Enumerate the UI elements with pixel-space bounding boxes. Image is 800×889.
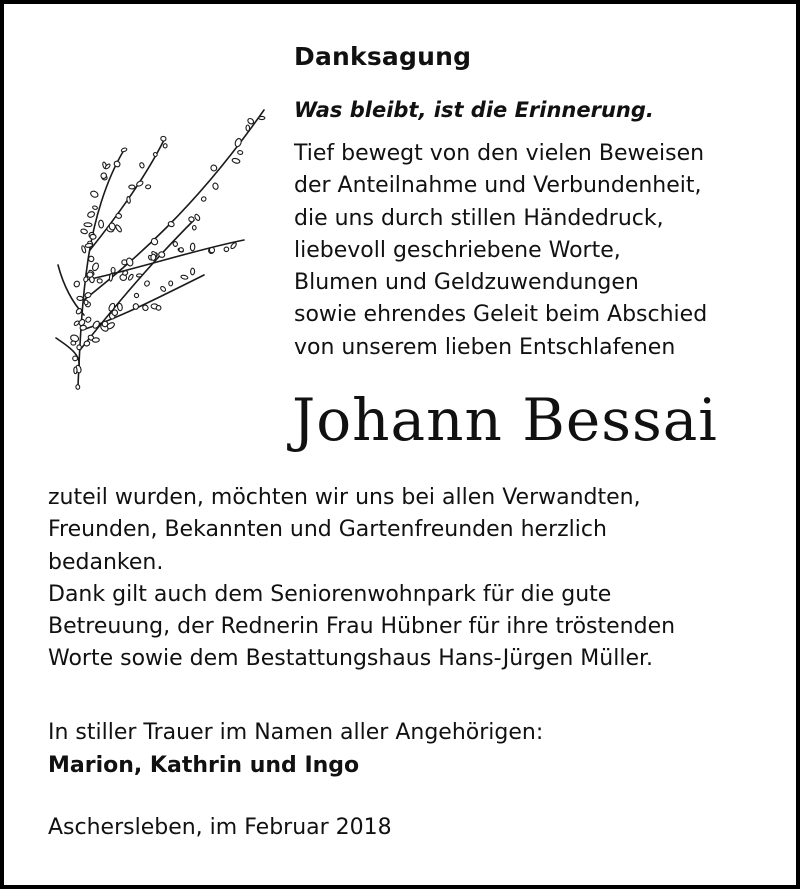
body-line: Dank gilt auch dem Seniorenwohnpark für die gute — [48, 581, 612, 607]
leaf-mark — [150, 237, 159, 246]
leaf-mark — [129, 185, 135, 189]
leaf-mark — [133, 303, 139, 309]
intro-line: die uns durch stillen Händedruck, — [294, 205, 664, 231]
leaf-mark — [126, 196, 130, 203]
leaf-mark — [163, 143, 168, 148]
closing-line: In stiller Trauer im Namen aller Angehörigen: — [48, 720, 544, 745]
leaf-mark — [201, 196, 207, 202]
leaf-mark — [84, 340, 91, 346]
leaf-mark — [145, 185, 151, 190]
intro-line: der Anteilnahme und Verbundenheit, — [294, 173, 702, 199]
leaf-mark — [178, 247, 183, 252]
leaf-mark — [121, 147, 127, 152]
leaf-mark — [84, 223, 92, 227]
leaf-mark — [156, 305, 161, 310]
leaf-mark — [234, 138, 242, 148]
intro-line: sowie ehrendes Geleit beim Abschied — [294, 302, 708, 328]
leaf-mark — [188, 216, 195, 223]
leaf-mark — [73, 280, 80, 287]
leaf-mark — [71, 341, 76, 345]
leaf-mark — [92, 206, 97, 210]
leaf-mark — [237, 150, 243, 155]
leaf-mark — [77, 296, 84, 301]
leaf-mark — [169, 281, 173, 286]
leaf-mark — [73, 356, 78, 361]
leaf-mark — [246, 125, 250, 131]
body-line: Freunden, Bekannten und Gartenfreunden herzlich — [48, 517, 607, 543]
leaf-mark — [98, 220, 104, 228]
leaf-mark — [117, 303, 123, 311]
leaf-mark — [144, 280, 151, 287]
leaf-mark — [259, 116, 265, 119]
leaf-mark — [85, 316, 92, 323]
body-line: Worte sowie dem Bestattungshaus Hans-Jürgen Müller. — [48, 646, 654, 672]
intro-line: von unserem lieben Entschlafenen — [294, 334, 676, 360]
thanks-text — [48, 482, 788, 676]
leaf-mark — [115, 224, 123, 233]
leaf-mark — [192, 225, 196, 230]
intro-line: Blumen und Geldzuwendungen — [294, 270, 639, 296]
leaf-mark — [232, 158, 241, 164]
leaf-mark — [160, 136, 166, 142]
leaf-mark — [112, 310, 118, 316]
leaf-mark — [194, 214, 201, 222]
leaf-mark — [84, 300, 88, 305]
leaf-mark — [91, 262, 99, 271]
closing-block — [48, 716, 543, 782]
body-line: Betreuung, der Rednerin Frau Hübner für ihre tröstenden — [48, 614, 676, 640]
intro-line: liebevoll geschriebene Worte, — [294, 237, 621, 263]
leaf-mark — [85, 243, 93, 248]
leaf-mark — [181, 275, 189, 280]
leaf-mark — [212, 182, 219, 190]
body-line: zuteil wurden, möchten wir uns bei allen Verwandten, — [48, 485, 641, 510]
leaf-mark — [151, 254, 156, 261]
leaf-mark — [109, 273, 113, 281]
leaf-mark — [128, 274, 134, 281]
leaf-mark — [136, 274, 142, 278]
body-line: bedanken. — [48, 549, 164, 575]
leaf-mark — [139, 162, 145, 169]
leaf-mark — [115, 213, 122, 219]
leaf-mark — [92, 337, 99, 342]
leaf-mark — [77, 345, 82, 350]
leaf-mark — [74, 367, 77, 374]
leaf-mark — [87, 272, 94, 278]
leaf-mark — [209, 247, 215, 253]
flowering-branch-icon — [44, 100, 274, 390]
leaf-mark — [190, 243, 195, 251]
leaf-mark — [173, 241, 178, 247]
leaf-mark — [134, 293, 139, 298]
deceased-name: Johann Bessai — [292, 386, 718, 454]
leaf-mark — [90, 234, 96, 239]
leaf-mark — [111, 267, 115, 273]
leaf-mark — [92, 320, 101, 329]
leaf-mark — [136, 180, 144, 187]
intro-line: Tief bewegt von den vielen Beweisen — [294, 141, 705, 166]
leaf-mark — [97, 279, 102, 284]
leaf-mark — [84, 292, 91, 298]
leaf-mark — [87, 211, 95, 219]
leaf-mark — [90, 190, 99, 198]
signers: Marion, Kathrin und Ingo — [48, 753, 360, 778]
leaf-mark — [160, 286, 167, 293]
leaf-mark — [76, 384, 81, 389]
place-date: Aschersleben, im Februar 2018 — [48, 815, 392, 840]
leaf-mark — [80, 228, 88, 234]
heading: Danksagung — [294, 42, 472, 71]
motto: Was bleibt, ist die Erinnerung. — [294, 98, 654, 122]
intro-text — [294, 138, 794, 364]
leaf-mark — [190, 268, 194, 275]
leaf-mark — [224, 247, 230, 252]
leaf-mark — [210, 164, 218, 172]
